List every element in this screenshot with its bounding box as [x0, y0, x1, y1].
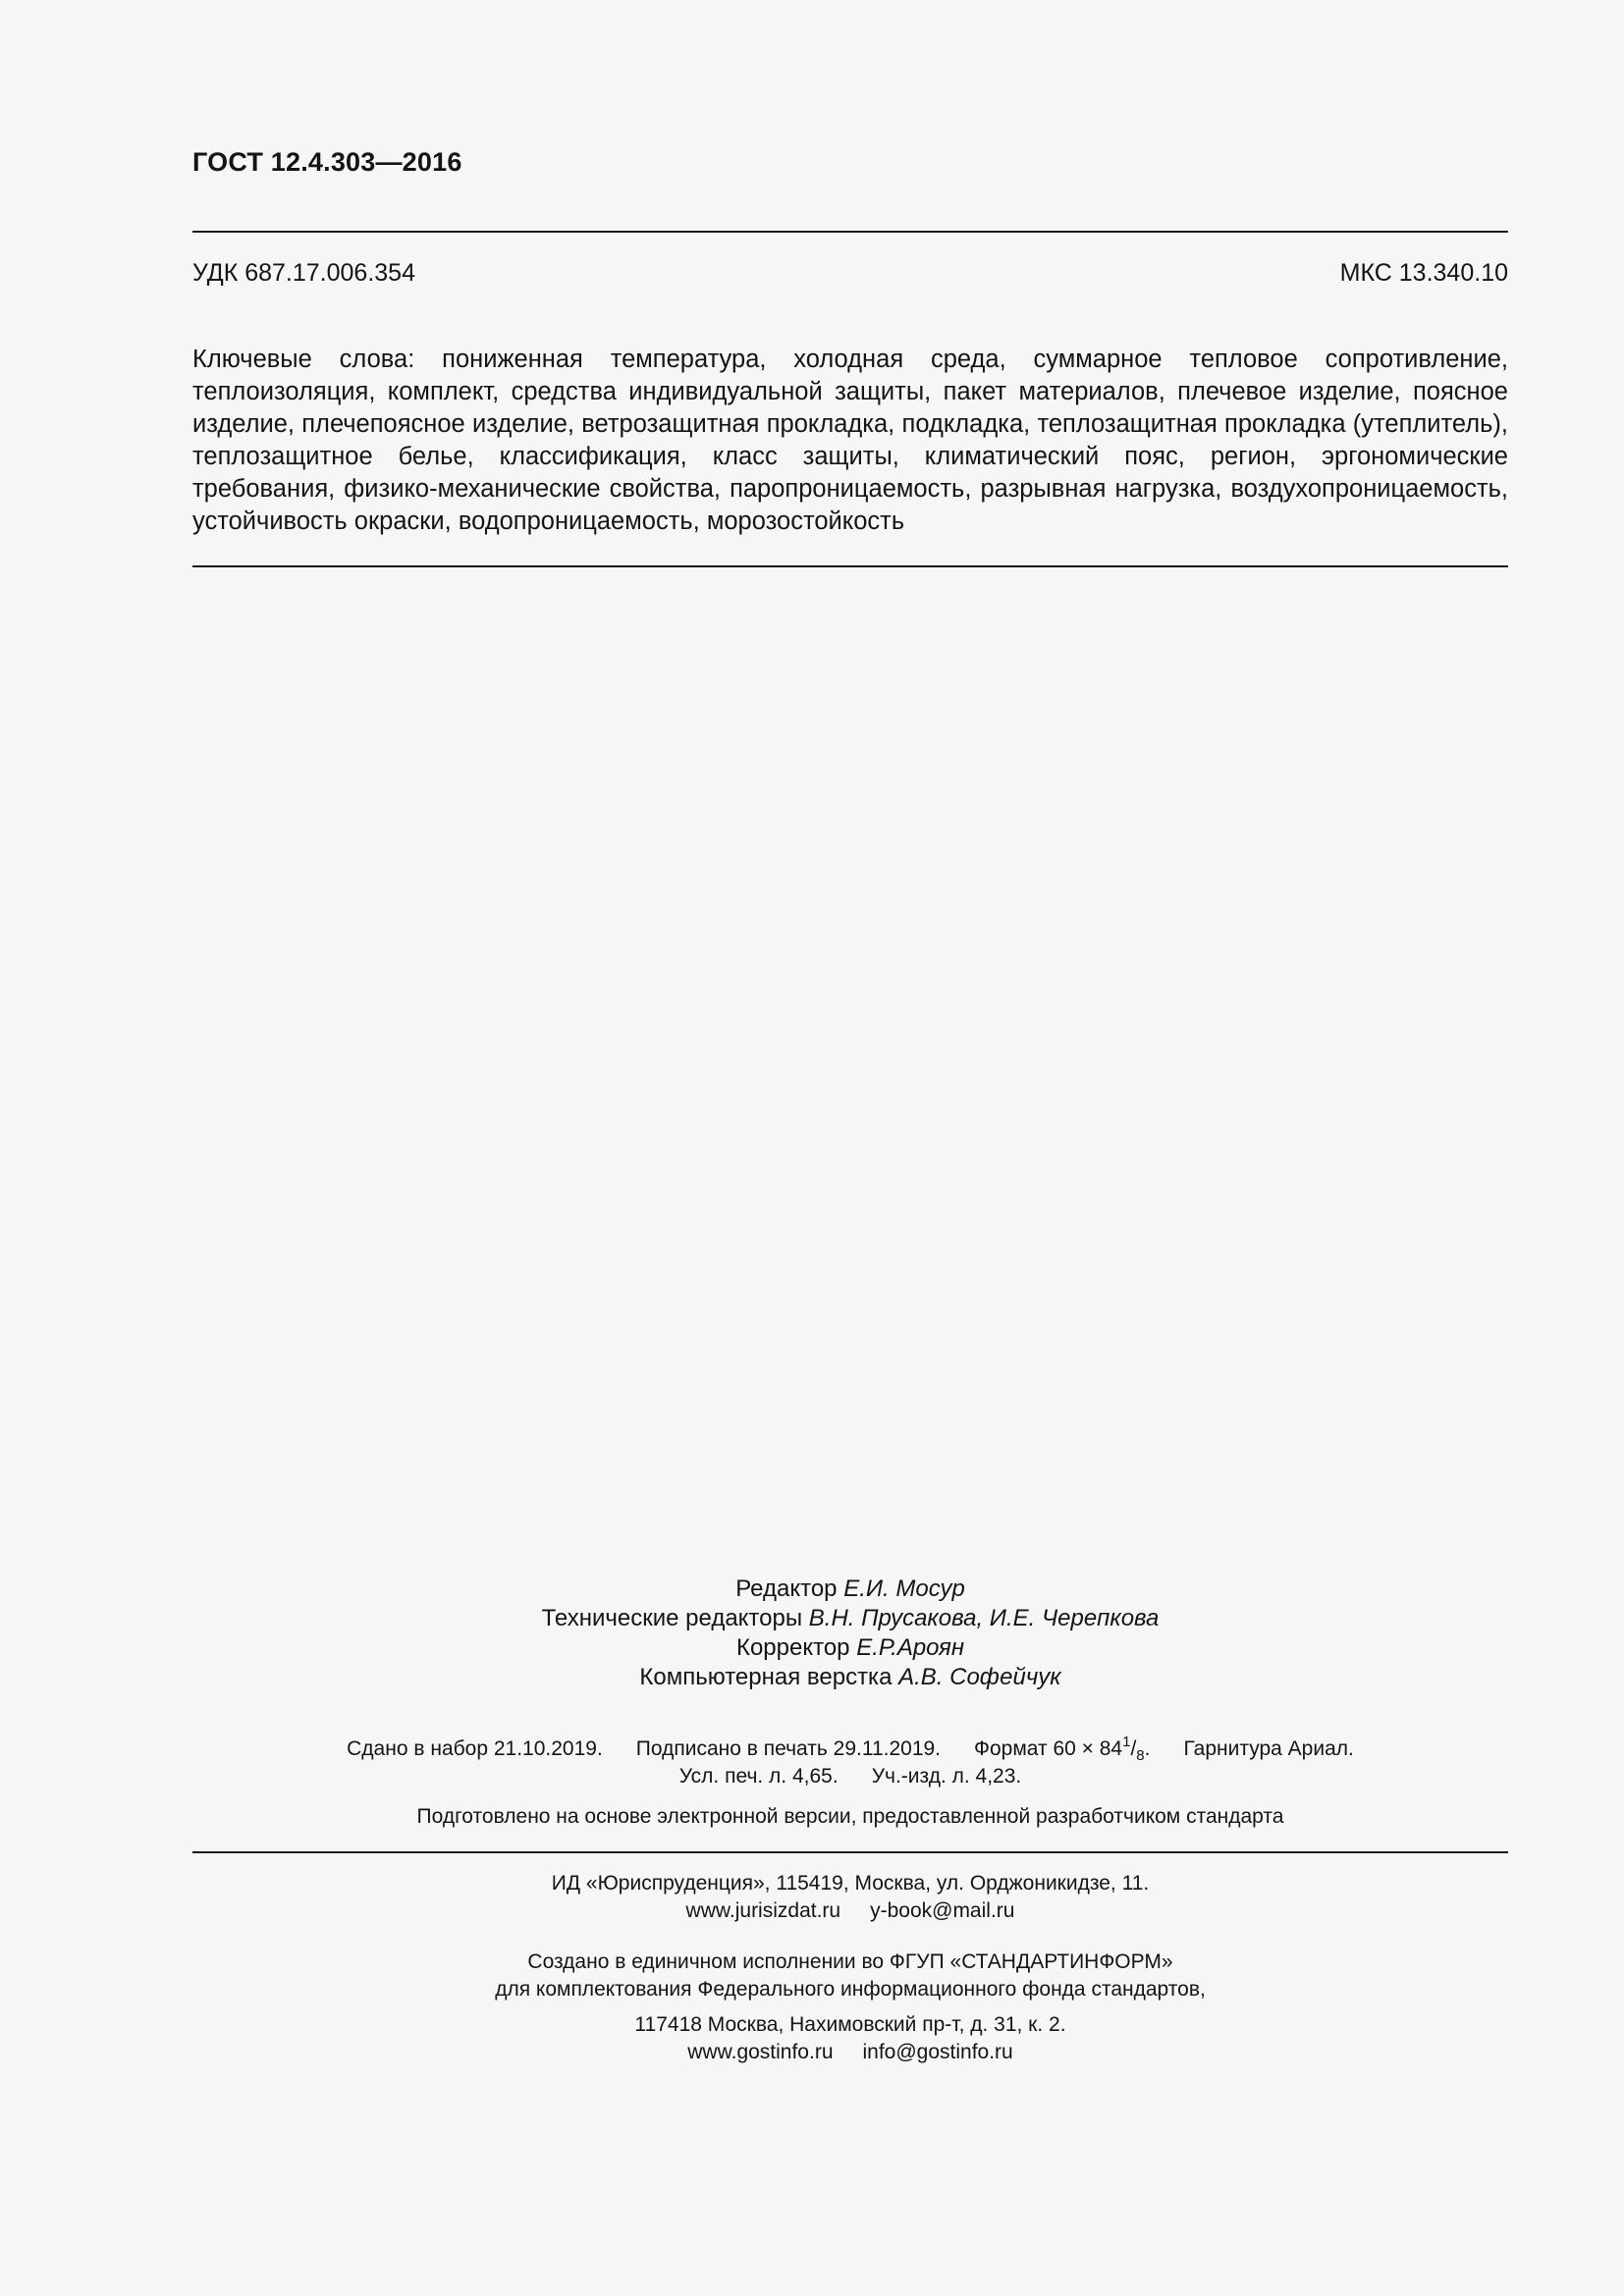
publishing-sheets: Уч.-изд. л. 4,23.: [871, 1765, 1022, 1788]
paper-format: Формат $60 \times 84^1/_8$.: [974, 1734, 1151, 1764]
udk-code: УДК 687.17.006.354: [192, 259, 415, 287]
credits-block: [192, 1575, 1508, 1692]
typeset-date: Сдано в набор 21.10.2019.: [347, 1737, 603, 1760]
editor-line: [192, 1575, 1508, 1604]
typeface: Гарнитура Ариал.: [1183, 1737, 1354, 1760]
corrector-role: Корректор: [735, 1634, 850, 1661]
print-sheets: Усл. печ. л. 4,65.: [678, 1765, 839, 1788]
layout-name: А.В. Софейчук: [898, 1664, 1061, 1690]
creator-email-link[interactable]: info@gostinfo.ru: [862, 2041, 1013, 2063]
print-info-line-2: [192, 1763, 1508, 1790]
creator-address: 117418 Москва, Нахимовский пр-т, д. 31, к. 2.: [634, 2013, 1066, 2036]
creator-line-2: для комплектования Федерального информационного фонда стандартов,: [495, 1978, 1206, 2001]
publisher-address: ИД «Юриспруденция», 115419, Москва, ул. Орджоникидзе, 11.: [551, 1872, 1150, 1895]
publisher-block: [192, 1870, 1508, 1925]
top-divider: [192, 231, 1508, 233]
print-info-block: [192, 1735, 1508, 1790]
editor-name: Е.И. Мосур: [843, 1575, 965, 1602]
signed-date: Подписано в печать 29.11.2019.: [635, 1737, 942, 1760]
publisher-email-link[interactable]: y-book@mail.ru: [870, 1899, 1015, 1922]
publisher-contacts: [192, 1897, 1508, 1925]
creator-line-1: Создано в единичном исполнении во ФГУП «СТАНДАРТИНФОРМ»: [527, 1950, 1173, 1973]
keywords-divider: [192, 565, 1508, 567]
editor-role: Редактор: [735, 1575, 838, 1602]
document-code: ГОСТ 12.4.303—2016: [192, 147, 462, 177]
tech-editors-line: [192, 1604, 1508, 1633]
keywords-paragraph: [192, 344, 1508, 538]
layout-role: Компьютерная верстка: [639, 1664, 893, 1690]
corrector-line: [192, 1633, 1508, 1663]
keywords-text: пониженная температура, холодная среда, суммарное тепловое сопротивление, теплоизоляция, комплект, средства индивидуальной защиты, пакет материалов, плечевое изделие, поясное изделие, плечепоясное изделие, ветрозащитная прокладка, подкладка, теплозащитная прокладка (утеплитель), теплозащитное белье, классификация, класс защиты, климатический пояс, регион, эргономические требования, физико-механические свойства, паропроницаемость, разрывная нагрузка, воздухопроницаемость, устойчивость окраски, водопроницаемость, морозостойкость: [192, 346, 1508, 535]
creator-block: [192, 1949, 1508, 2066]
prepared-note: Подготовлено на основе электронной версии, предоставленной разработчиком стандарта: [416, 1805, 1284, 1828]
bottom-divider: [192, 1851, 1508, 1853]
creator-site-link[interactable]: www.gostinfo.ru: [687, 2041, 834, 2063]
creator-contacts: [192, 2039, 1508, 2066]
mks-code: МКС 13.340.10: [1339, 259, 1508, 287]
print-info-line-1: [192, 1735, 1508, 1763]
tech-editors-names: В.Н. Прусакова, И.Е. Черепкова: [808, 1605, 1160, 1631]
corrector-name: Е.Р.Ароян: [856, 1634, 965, 1661]
publisher-site-link[interactable]: www.jurisizdat.ru: [685, 1899, 841, 1922]
layout-line: [192, 1663, 1508, 1692]
keywords-label: Ключевые слова:: [192, 346, 415, 373]
tech-editors-role: Технические редакторы: [541, 1605, 803, 1631]
